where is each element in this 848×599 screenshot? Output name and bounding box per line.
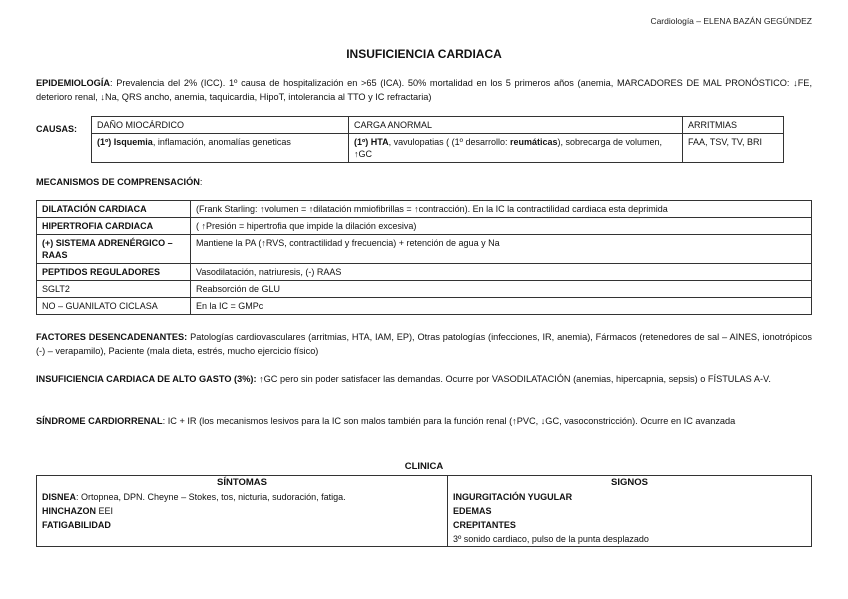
mecanismo-value: Reabsorción de GLU bbox=[191, 281, 812, 298]
causas-header-cell: ARRITMIAS bbox=[683, 117, 784, 134]
causas-body-row bbox=[92, 134, 784, 163]
mecanismo-value: ( ↑Presión = hipertrofia que impide la dilación excesiva) bbox=[191, 218, 812, 235]
signo-cell bbox=[448, 504, 812, 518]
causas-cell-dano bbox=[92, 134, 349, 163]
causas-cell-arritmias: FAA, TSV, TV, BRI bbox=[683, 134, 784, 163]
causas-cell-bold: (1º) Isquemia bbox=[97, 137, 153, 147]
epidemiologia-text: : Prevalencia del 2% (ICC). 1º causa de hospitalización en >65 (ICA). 50% mortalidad en los 5 primeros años (anemia, MARCADORES DE MAL PRONÓSTICO: ↓FE, deterioro renal, ↓Na, QRS ancho, anemia, taquicardia, HipoT, intolerancia al TTO y IC refractaria) bbox=[36, 78, 812, 102]
alto-gasto-paragraph bbox=[36, 372, 812, 386]
mecanismos-title-suffix: : bbox=[199, 177, 203, 187]
causas-header-cell: CARGA ANORMAL bbox=[349, 117, 683, 134]
clinica-row bbox=[37, 504, 812, 518]
mecanismo-key: (+) SISTEMA ADRENÉRGICO – RAAS bbox=[37, 235, 191, 264]
causas-header-row bbox=[92, 117, 784, 134]
mecanismo-key: SGLT2 bbox=[37, 281, 191, 298]
sintomas-header: SÍNTOMAS bbox=[37, 476, 448, 491]
alto-gasto-text: ↑GC pero sin poder satisfacer las demandas. Ocurre por VASODILATACIÓN (anemias, hipercapnia, sepsis) o FÍSTULAS A-V. bbox=[256, 374, 771, 384]
sintoma-cell bbox=[37, 504, 448, 518]
sintoma-text: EEI bbox=[96, 506, 114, 516]
page-title: INSUFICIENCIA CARDIACA bbox=[346, 47, 502, 61]
mecanismo-value: Mantiene la PA (↑RVS, contractilidad y frecuencia) + retención de agua y Na bbox=[191, 235, 812, 264]
sintoma-cell bbox=[37, 532, 448, 547]
causas-cell-bold: (1º) HTA bbox=[354, 137, 389, 147]
factores-label: FACTORES DESENCADENANTES: bbox=[36, 332, 188, 342]
mecanismos-title bbox=[36, 177, 202, 187]
causas-cell-text: , inflamación, anomalías geneticas bbox=[152, 137, 291, 147]
causas-cell-carga bbox=[349, 134, 683, 163]
factores-paragraph bbox=[36, 330, 812, 358]
mecanismo-row bbox=[37, 218, 812, 235]
mecanismos-title-text: MECANISMOS DE COMPRENSACIÓN bbox=[36, 177, 200, 187]
clinica-table bbox=[36, 475, 812, 547]
mecanismo-value: Vasodilatación, natriuresis, (-) RAAS bbox=[191, 264, 812, 281]
cardiorrenal-paragraph bbox=[36, 414, 812, 428]
alto-gasto-label: INSUFICIENCIA CARDIACA DE ALTO GASTO (3%): bbox=[36, 374, 257, 384]
mecanismo-key: DILATACIÓN CARDIACA bbox=[37, 201, 191, 218]
epidemiologia-paragraph bbox=[36, 76, 812, 104]
cardiorrenal-label: SÍNDROME CARDIORRENAL bbox=[36, 416, 163, 426]
signos-header: SIGNOS bbox=[448, 476, 812, 491]
causas-header-cell: DAÑO MIOCÁRDICO bbox=[92, 117, 349, 134]
sintoma-label: HINCHAZON bbox=[42, 506, 96, 516]
signo-cell bbox=[448, 518, 812, 532]
causas-cell-text: , vavulopatias ( (1º desarrollo: bbox=[388, 137, 510, 147]
clinica-row bbox=[37, 532, 812, 547]
causas-cell-bold: reumáticas bbox=[509, 137, 558, 147]
clinica-row bbox=[37, 518, 812, 532]
clinica-row bbox=[37, 490, 812, 504]
mecanismo-row bbox=[37, 281, 812, 298]
mecanismo-row bbox=[37, 235, 812, 264]
sintoma-label: DISNEA bbox=[42, 492, 77, 502]
sintoma-text: : Ortopnea, DPN. Cheyne – Stokes, tos, nicturia, sudoración, fatiga. bbox=[76, 492, 346, 502]
mecanismo-value: En la IC = GMPc bbox=[191, 298, 812, 315]
sintoma-cell bbox=[37, 490, 448, 504]
sintoma-label: FATIGABILIDAD bbox=[42, 520, 111, 530]
causas-table bbox=[91, 116, 784, 163]
signo-text: 3º sonido cardiaco, pulso de la punta desplazado bbox=[453, 534, 649, 544]
sintoma-cell bbox=[37, 518, 448, 532]
mecanismo-key: NO – GUANILATO CICLASA bbox=[37, 298, 191, 315]
signo-cell bbox=[448, 532, 812, 547]
epidemiologia-label: EPIDEMIOLOGÍA bbox=[36, 78, 111, 88]
clinica-header-row bbox=[37, 476, 812, 491]
causas-cell-text: ), sobrecarga de volumen, ↑GC bbox=[354, 137, 663, 159]
mecanismo-row bbox=[37, 264, 812, 281]
mecanismo-row bbox=[37, 298, 812, 315]
signo-label: EDEMAS bbox=[453, 506, 492, 516]
signo-label: INGURGITACIÓN YUGULAR bbox=[453, 492, 573, 502]
factores-text: Patologías cardiovasculares (arritmias, HTA, IAM, EP), Otras patologías (infecciones, IR, anemia), Fármacos (retenedores de sal – AINES, ionotrópicos (-) – verapamilo), Paciente (mala dieta, estrés, mucho ejercicio físico) bbox=[36, 332, 813, 356]
mecanismos-table bbox=[36, 200, 812, 315]
causas-label: CAUSAS: bbox=[36, 124, 78, 134]
signo-label: CREPITANTES bbox=[453, 520, 516, 530]
page-header-author: Cardiología – ELENA BAZÁN GEGÚNDEZ bbox=[650, 16, 812, 26]
clinica-title: CLINICA bbox=[404, 461, 444, 472]
mecanismo-row bbox=[37, 201, 812, 218]
mecanismo-value: (Frank Starling: ↑volumen = ↑dilatación mmiofibrillas = ↑contracción). En la IC la contractilidad cardiaca esta deprimida bbox=[191, 201, 812, 218]
mecanismo-key: HIPERTROFIA CARDIACA bbox=[37, 218, 191, 235]
signo-cell bbox=[448, 490, 812, 504]
mecanismo-key: PEPTIDOS REGULADORES bbox=[37, 264, 191, 281]
cardiorrenal-text: : IC + IR (los mecanismos lesivos para la IC son malos también para la función renal (↑PVC, ↓GC, vasoconstricción). Ocurre en IC avanzada bbox=[162, 416, 736, 426]
